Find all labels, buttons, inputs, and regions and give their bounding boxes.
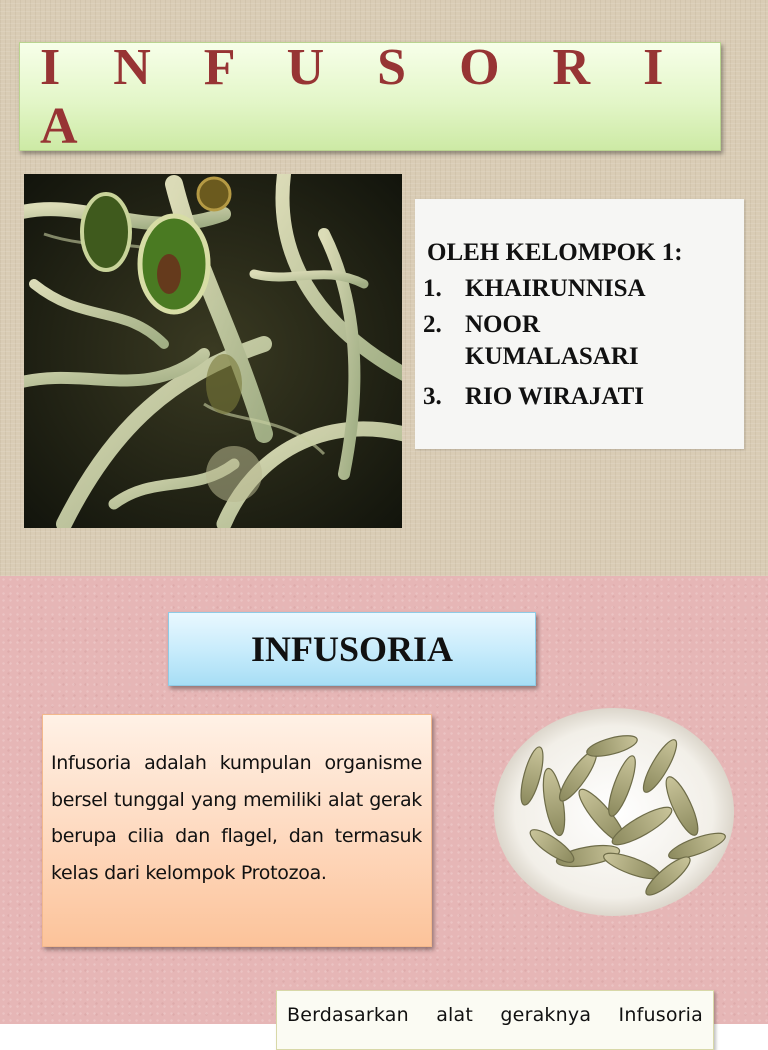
next-text-box [276,990,714,1050]
member-item [423,273,695,305]
member-item [423,381,695,413]
definition-box [42,714,432,947]
group-members-box [415,199,744,449]
paramecium-photo [492,706,736,918]
microorganism-photo-illustration [24,174,402,528]
members-heading: OLEH KELOMPOK 1: [427,239,683,266]
member-name: NOOR KUMALASARI [465,311,639,370]
member-name: RIO WIRAJATI [465,383,644,410]
member-item [423,309,695,373]
section-title: INFUSORIA [250,629,454,669]
microorganism-photo [24,174,402,528]
page-title: I N F U S O R I A [40,38,684,155]
member-number: 1. [423,275,442,302]
definition-text: Infusoria adalah kumpulan organisme bersel tunggal yang memiliki alat gerak berupa cilia dan flagel, dan termasuk kelas dari kelompok Protozoa. [51,752,422,884]
member-number: 2. [423,311,442,338]
section-title-box [168,612,536,686]
member-number: 3. [423,383,442,410]
member-name: KHAIRUNNISA [465,275,646,302]
title-box [19,38,721,155]
paramecium-photo-illustration [492,706,736,918]
next-text: Berdasarkan alat geraknya Infusoria [287,1004,703,1026]
